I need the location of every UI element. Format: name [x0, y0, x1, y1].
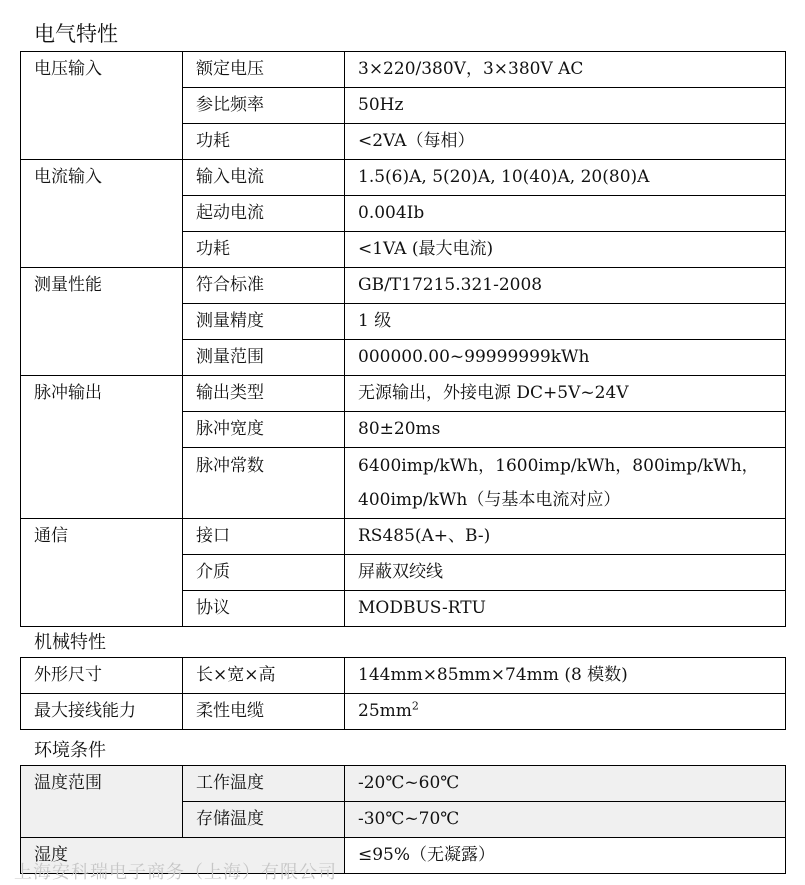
mechanical-spec-table [20, 657, 786, 730]
category-cell: 测量性能 [21, 268, 183, 376]
value-cell: MODBUS-RTU [345, 591, 786, 627]
value-cell: 1 级 [345, 304, 786, 340]
value-cell: 1.5(6)A, 5(20)A, 10(40)A, 20(80)A [345, 160, 786, 196]
category-cell: 温度范围 [21, 766, 183, 838]
value-cell: <1VA (最大电流) [345, 232, 786, 268]
param-cell: 测量范围 [183, 340, 345, 376]
value-cell: <2VA（每相） [345, 124, 786, 160]
value-line: 6400imp/kWh，1600imp/kWh，800imp/kWh， [358, 456, 759, 476]
table-row [21, 376, 786, 412]
value-cell [345, 448, 786, 519]
param-cell: 存储温度 [183, 802, 345, 838]
value-cell: 0.004Ib [345, 196, 786, 232]
value-cell: ≤95%（无凝露） [345, 838, 786, 874]
param-cell: 协议 [183, 591, 345, 627]
param-cell: 工作温度 [183, 766, 345, 802]
param-cell: 功耗 [183, 232, 345, 268]
param-cell: 长×宽×高 [183, 658, 345, 694]
param-cell: 起动电流 [183, 196, 345, 232]
category-cell: 通信 [21, 519, 183, 627]
table-row [21, 160, 786, 196]
category-cell: 电压输入 [21, 52, 183, 160]
table-row [21, 694, 786, 730]
value-cell: 144mm×85mm×74mm (8 模数) [345, 658, 786, 694]
value-cell: 3×220/380V，3×380V AC [345, 52, 786, 88]
category-cell: 电流输入 [21, 160, 183, 268]
page-title: 电气特性 [34, 22, 118, 46]
watermark-text: 上海安科瑞电子商务（上海）有限公司 [14, 862, 337, 883]
param-cell: 额定电压 [183, 52, 345, 88]
table-row [21, 268, 786, 304]
param-cell: 测量精度 [183, 304, 345, 340]
electrical-spec-table [20, 51, 786, 627]
table-row [21, 766, 786, 802]
value-superscript: 2 [411, 699, 419, 713]
param-cell: 符合标准 [183, 268, 345, 304]
category-cell: 最大接线能力 [21, 694, 183, 730]
param-cell: 脉冲宽度 [183, 412, 345, 448]
value-cell: 屏蔽双绞线 [345, 555, 786, 591]
table-row [21, 519, 786, 555]
table-row [21, 52, 786, 88]
value-cell: GB/T17215.321-2008 [345, 268, 786, 304]
table-row [21, 658, 786, 694]
value-cell: 80±20ms [345, 412, 786, 448]
section-title-mechanical: 机械特性 [34, 632, 106, 653]
param-cell: 脉冲常数 [183, 448, 345, 519]
value-cell: 无源输出，外接电源 DC+5V~24V [345, 376, 786, 412]
section-title-environment: 环境条件 [34, 740, 106, 761]
param-cell: 输出类型 [183, 376, 345, 412]
value-base: 25mm [358, 701, 412, 721]
value-cell: -30℃~70℃ [345, 802, 786, 838]
value-cell: -20℃~60℃ [345, 766, 786, 802]
value-cell: RS485(A+、B-) [345, 519, 786, 555]
param-cell: 参比频率 [183, 88, 345, 124]
param-cell: 柔性电缆 [183, 694, 345, 730]
value-cell [345, 694, 786, 730]
category-cell: 脉冲输出 [21, 376, 183, 519]
param-cell: 介质 [183, 555, 345, 591]
value-cell: 000000.00~99999999kWh [345, 340, 786, 376]
category-cell: 湿度 [21, 838, 345, 874]
category-cell: 外形尺寸 [21, 658, 183, 694]
param-cell: 功耗 [183, 124, 345, 160]
param-cell: 输入电流 [183, 160, 345, 196]
param-cell: 接口 [183, 519, 345, 555]
value-cell: 50Hz [345, 88, 786, 124]
value-line: 400imp/kWh（与基本电流对应） [358, 490, 621, 510]
